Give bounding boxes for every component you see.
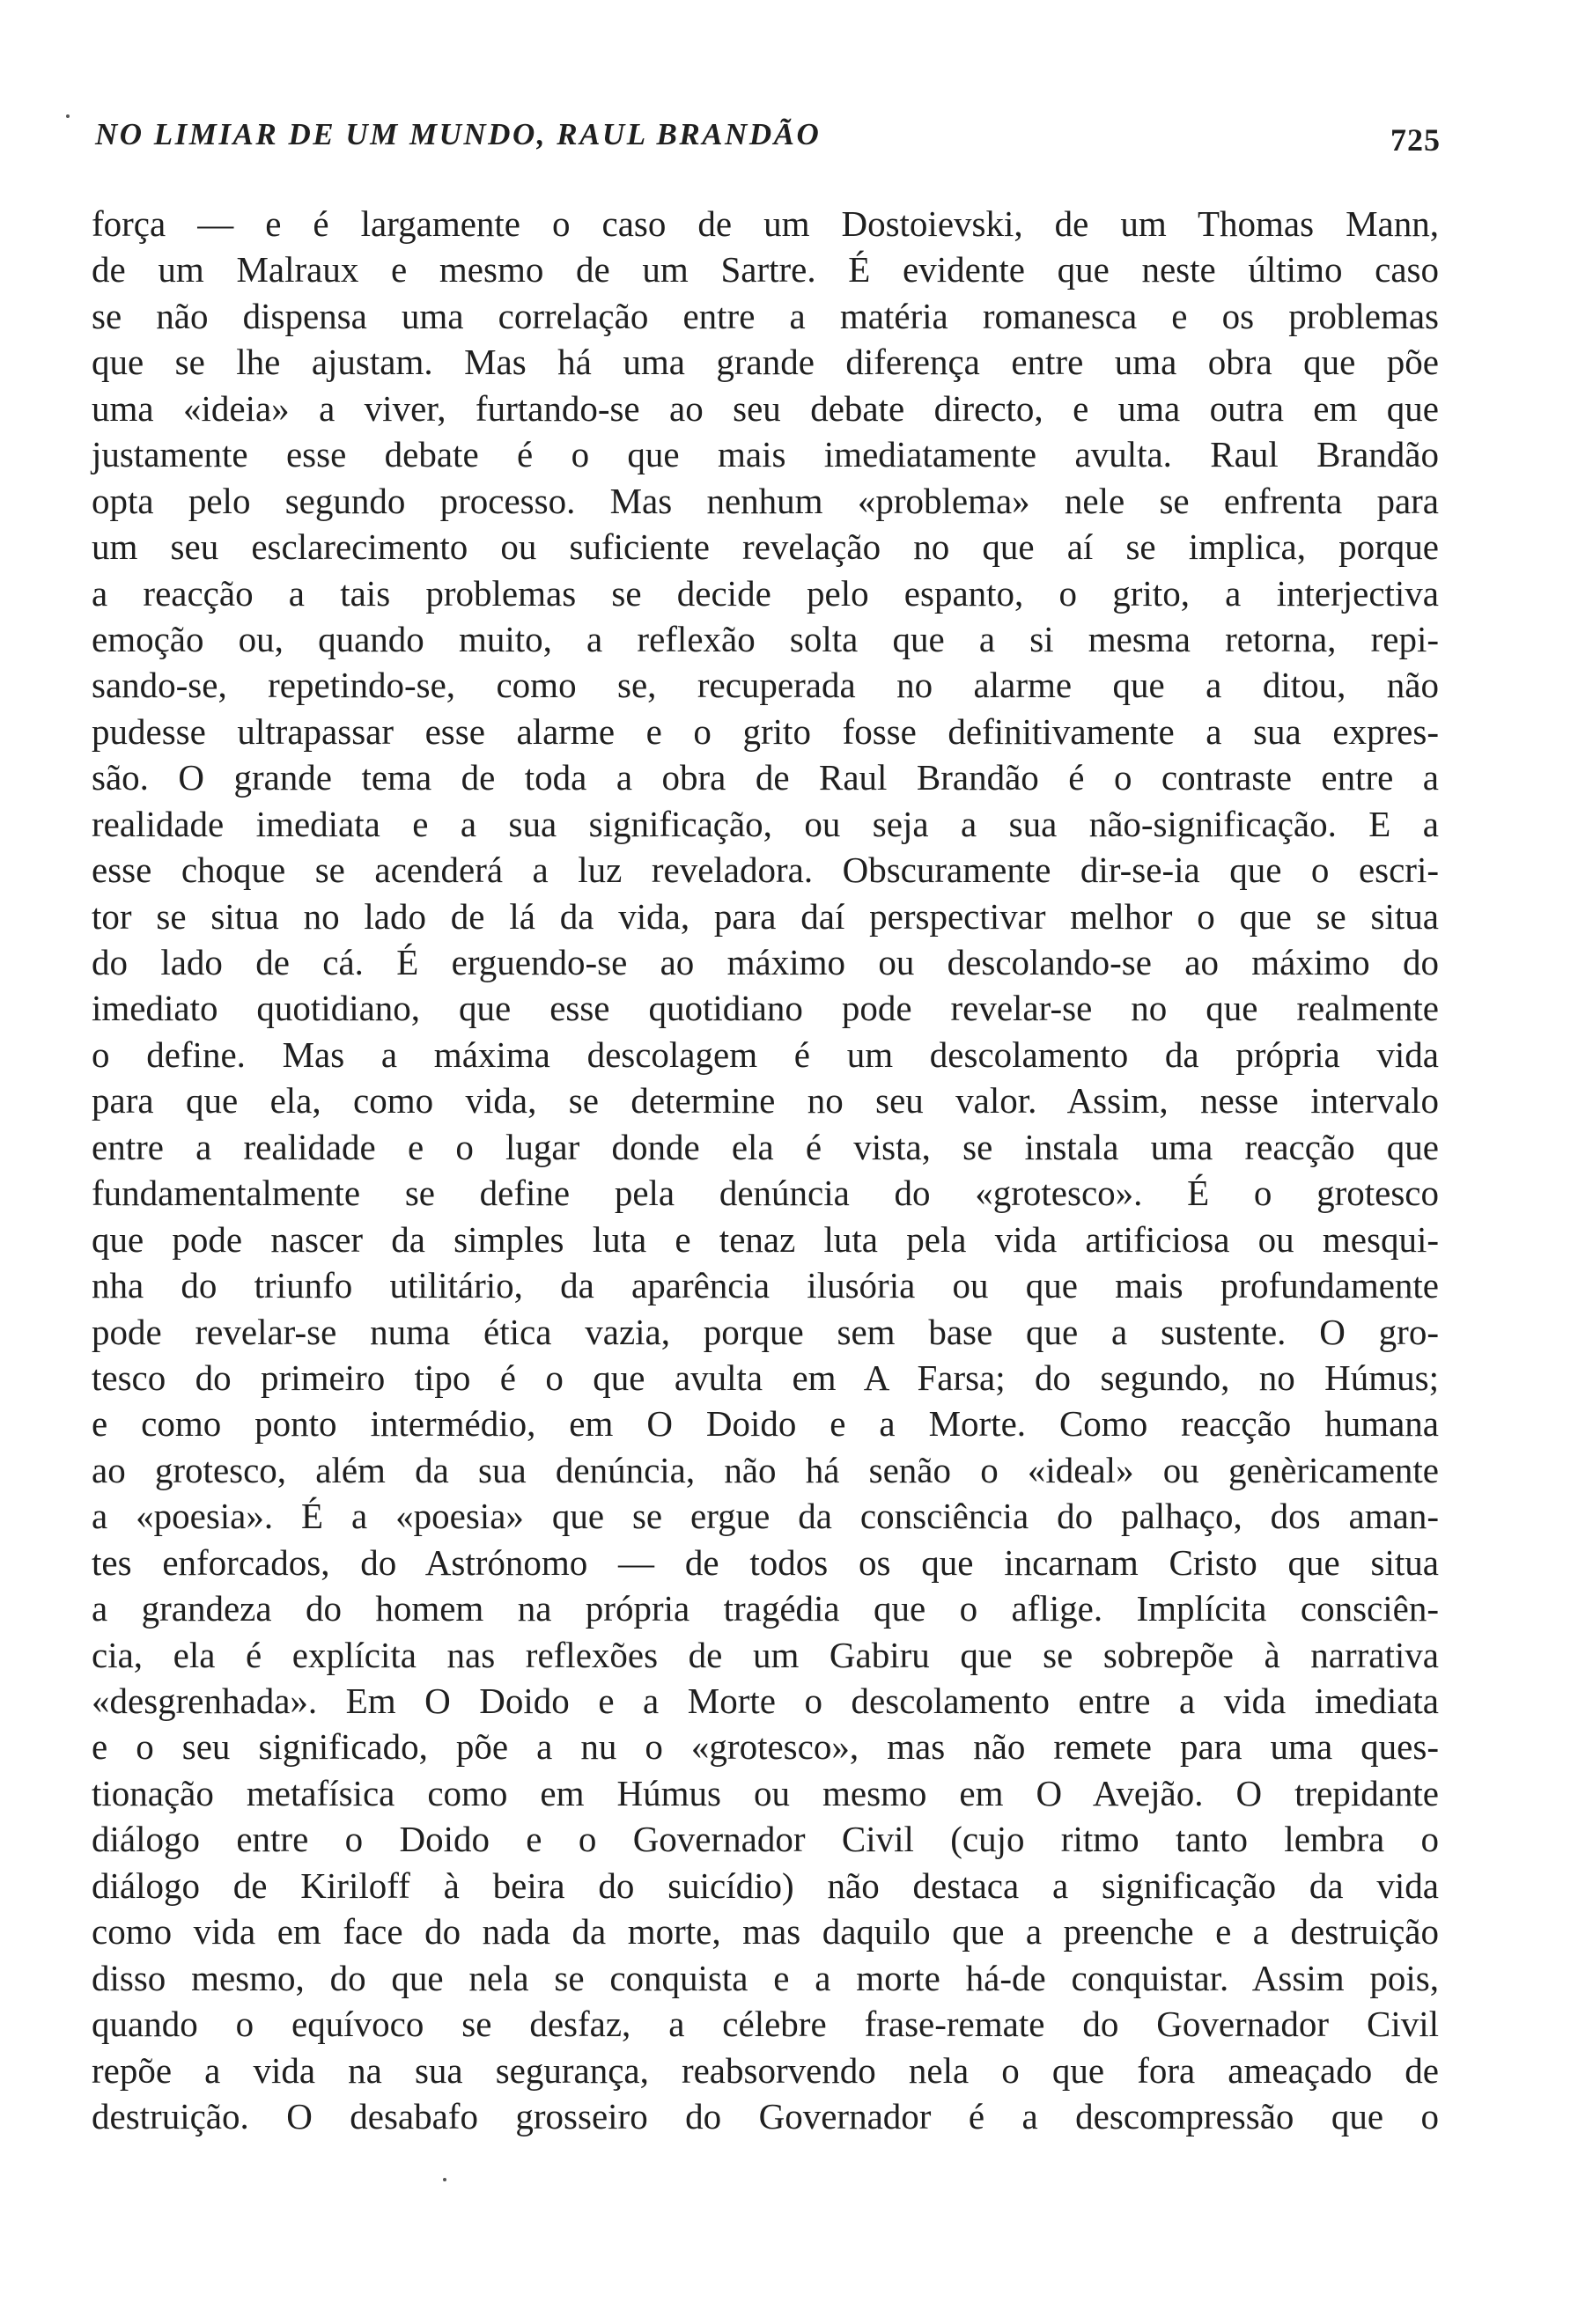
text-line: cia, ela é explícita nas reflexões de um Gabiru que se sobrepõe à narrativa bbox=[92, 1634, 1439, 1675]
text-line: diálogo de Kiriloff à beira do suicídio) não destaca a significação da vida bbox=[92, 1864, 1439, 1906]
text-line: pode revelar-se numa ética vazia, porque sem base que a sustente. O gro- bbox=[92, 1311, 1439, 1352]
body-paragraph bbox=[92, 201, 1439, 2139]
text-line: justamente esse debate é o que mais imediatamente avulta. Raul Brandão bbox=[92, 434, 1439, 475]
text-line: opta pelo segundo processo. Mas nenhum «problema» nele se enfrenta para bbox=[92, 480, 1439, 521]
text-line: força — e é largamente o caso de um Dostoievski, de um Thomas Mann, bbox=[92, 203, 1439, 244]
text-line: emoção ou, quando muito, a reflexão solta que a si mesma retorna, repi- bbox=[92, 618, 1439, 659]
text-line: de um Malraux e mesmo de um Sartre. É evidente que neste último caso bbox=[92, 249, 1439, 290]
text-line: tor se situa no lado de lá da vida, para daí perspectivar melhor o que se situa bbox=[92, 895, 1439, 937]
text-line: tes enforcados, do Astrónomo — de todos os que incarnam Cristo que situa bbox=[92, 1541, 1439, 1583]
text-line: disso mesmo, do que nela se conquista e a morte há-de conquistar. Assim pois, bbox=[92, 1957, 1439, 1998]
stray-ink-dot-top bbox=[66, 114, 70, 118]
text-line: são. O grande tema de toda a obra de Raul Brandão é o contraste entre a bbox=[92, 757, 1439, 798]
text-line: nha do triunfo utilitário, da aparência ilusória ou que mais profundamente bbox=[92, 1265, 1439, 1306]
text-line: tesco do primeiro tipo é o que avulta em A Farsa; do segundo, no Húmus; bbox=[92, 1357, 1439, 1398]
text-line: diálogo entre o Doido e o Governador Civil (cujo ritmo tanto lembra o bbox=[92, 1819, 1439, 1860]
text-line: pudesse ultrapassar esse alarme e o grito fosse definitivamente a sua expres- bbox=[92, 710, 1439, 752]
text-line: imediato quotidiano, que esse quotidiano pode revelar-se no que realmente bbox=[92, 988, 1439, 1029]
text-line: realidade imediata e a sua significação, ou seja a sua não-significação. E a bbox=[92, 803, 1439, 844]
text-line: para que ela, como vida, se determine no seu valor. Assim, nesse intervalo bbox=[92, 1080, 1439, 1122]
text-line: fundamentalmente se define pela denúncia do «grotesco». É o grotesco bbox=[92, 1173, 1439, 1214]
text-line: destruição. O desabafo grosseiro do Governador é a descompressão que o bbox=[92, 2095, 1439, 2136]
running-head bbox=[95, 111, 1441, 158]
text-line: a reacção a tais problemas se decide pelo espanto, o grito, a interjectiva bbox=[92, 572, 1439, 614]
text-line: e como ponto intermédio, em O Doido e a Morte. Como reacção humana bbox=[92, 1403, 1439, 1445]
text-line: «desgrenhada». Em O Doido e a Morte o descolamento entre a vida imediata bbox=[92, 1680, 1439, 1721]
text-line: quando o equívoco se desfaz, a célebre frase-remate do Governador Civil bbox=[92, 2004, 1439, 2045]
text-line: tionação metafísica como em Húmus ou mesmo em O Avejão. O trepidante bbox=[92, 1772, 1439, 1813]
text-line: repõe a vida na sua segurança, reabsorvendo nela o que fora ameaçado de bbox=[92, 2049, 1439, 2091]
text-line: do lado de cá. É erguendo-se ao máximo ou descolando-se ao máximo do bbox=[92, 942, 1439, 982]
text-line: que se lhe ajustam. Mas há uma grande diferença entre uma obra que põe bbox=[92, 342, 1439, 383]
text-line: entre a realidade e o lugar donde ela é vista, se instala uma reacção que bbox=[92, 1126, 1439, 1167]
text-line: e o seu significado, põe a nu o «grotesco», mas não remete para uma ques- bbox=[92, 1726, 1439, 1768]
stray-ink-dot-bottom bbox=[443, 2178, 446, 2181]
text-line: como vida em face do nada da morte, mas daquilo que a preenche e a destruição bbox=[92, 1911, 1439, 1953]
page-number: 725 bbox=[1390, 122, 1441, 158]
text-line: uma «ideia» a viver, furtando-se ao seu debate directo, e uma outra em que bbox=[92, 387, 1439, 429]
text-line: sando-se, repetindo-se, como se, recuperada no alarme que a ditou, não bbox=[92, 665, 1439, 706]
text-line: se não dispensa uma correlação entre a matéria romanesca e os problemas bbox=[92, 295, 1439, 336]
text-line: a «poesia». É a «poesia» que se ergue da consciência do palhaço, dos aman- bbox=[92, 1496, 1439, 1537]
text-line: o define. Mas a máxima descolagem é um descolamento da própria vida bbox=[92, 1033, 1439, 1075]
text-line: esse choque se acenderá a luz reveladora. Obscuramente dir-se-ia que o escri- bbox=[92, 849, 1439, 891]
running-title: NO LIMIAR DE UM MUNDO, RAUL BRANDÃO bbox=[95, 117, 822, 151]
text-line: ao grotesco, além da sua denúncia, não há senão o «ideal» ou genèricamente bbox=[92, 1449, 1439, 1490]
text-line: um seu esclarecimento ou suficiente revelação no que aí se implica, porque bbox=[92, 526, 1439, 568]
text-line: que pode nascer da simples luta e tenaz luta pela vida artificiosa ou mesqui- bbox=[92, 1218, 1439, 1260]
text-line: a grandeza do homem na própria tragédia que o aflige. Implícita consciên- bbox=[92, 1588, 1439, 1629]
